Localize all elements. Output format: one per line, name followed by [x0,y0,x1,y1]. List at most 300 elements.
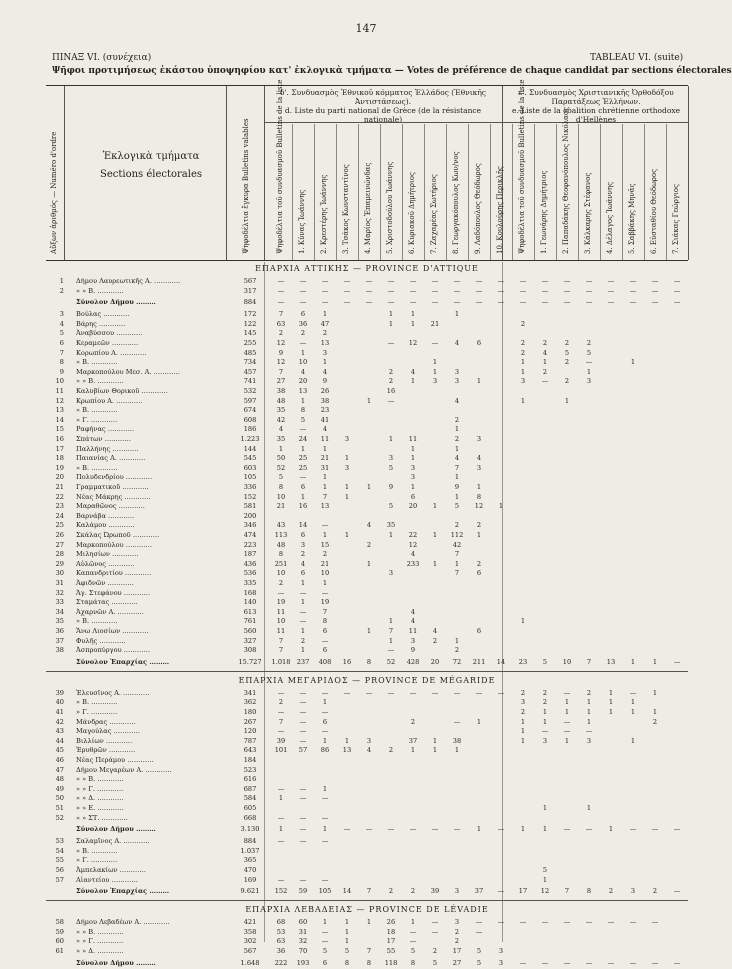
cell-value: 17 [452,947,462,955]
cell-value: 1 [652,688,658,697]
cell-value: — [299,425,307,434]
cell-value: 1 [542,358,548,367]
cell-value: — [673,298,681,307]
cell-value: 581 [243,502,257,511]
cell-value: 1 [454,746,460,755]
cell-value: 2 [410,887,416,896]
cell-value: 408 [318,657,332,666]
cell-value: 1 [586,367,592,376]
cell-value: 8 [366,657,372,666]
cell-value: 674 [243,406,257,415]
row-number: 16 [55,435,64,443]
cell-value: 1 [454,559,460,568]
cell-value: — [563,918,571,927]
cell-value: 11 [276,627,286,635]
cell-value: — [299,875,307,884]
section-name: Φυλῆς ………… [76,636,126,645]
row-number: 35 [55,617,64,626]
cell-value: 1 [542,717,548,726]
cell-value: 1 [344,531,350,539]
section-name: Ἀφιδνῶν ………… [76,579,134,587]
column-divider [490,124,491,260]
cell-value: 1 [630,736,636,745]
cell-value: 11 [276,607,286,616]
cell-value: 31 [298,927,308,936]
cell-value: 8 [344,958,350,967]
cell-value: 436 [243,559,257,568]
cell-value: 1 [300,627,306,635]
section-name: Γραμματικοῦ ………… [76,483,149,491]
cell-value: — [563,298,571,307]
cell-value: 741 [243,377,257,386]
cell-value: 1 [432,746,438,755]
cell-value: — [431,688,439,697]
section-name: » » Δ. ………… [76,794,124,803]
row-number: 44 [55,736,64,745]
section-name: Βάρης ………… [76,319,126,328]
cell-value: 597 [243,396,257,405]
cell-value: 3 [586,377,592,386]
cell-value: — [629,918,637,927]
cell-value: 35 [386,521,396,530]
cell-value: — [431,277,439,285]
row-number: 2 [59,286,64,295]
header-sections-gr: Ἐκλογικὰ τμήματα [102,151,200,162]
table-row [46,627,688,636]
table-row [46,775,688,784]
cell-value: 2 [366,540,372,549]
cell-value: 1 [520,617,526,626]
table-header [46,79,688,261]
section-name: Ἀναβύσσου ………… [76,329,143,338]
cell-value: — [541,286,549,295]
row-number: 54 [55,846,64,855]
section-title: ΕΠΑΡΧΙΑ ΜΕΓΑΡΙΔΟΣ — PROVINCE DE MÉGARIDE [238,675,496,685]
cell-value: — [673,286,681,295]
cell-value: 470 [243,866,257,874]
cell-value: 2 [388,377,394,386]
cell-value: — [277,298,285,307]
cell-value: 1 [608,708,614,716]
candidate-header: 3. Τσάκος Κωνσταντῖνος [342,164,350,254]
cell-value: 8 [300,406,306,415]
cell-value: 7 [322,607,328,616]
row-number: 45 [55,746,64,755]
cell-value: 3 [476,463,482,472]
cell-value: 6 [322,958,328,967]
row-number: 1 [59,277,64,285]
cell-value: 19 [276,598,286,607]
cell-value: 1 [454,492,460,501]
cell-value: — [299,607,307,616]
section-rule [46,671,688,672]
cell-value: 6 [300,531,306,539]
row-number: 13 [55,406,64,415]
cell-value: — [673,657,681,666]
cell-value: — [321,727,329,736]
section-name: Αἰαντείου ………… [76,875,138,884]
section-name: Δήμου Μεγαρέων Α. ………… [76,765,172,774]
cell-value: 1 [300,579,306,587]
cell-value: 38 [320,396,330,405]
section-name: Ἁγ. Στεφάνου ………… [76,588,151,597]
cell-value: 608 [243,415,257,424]
row-number: 18 [55,454,64,463]
section-name: Σύνολον Δήμου ……… [76,825,156,834]
cell-value: — [299,837,307,846]
table-row [46,368,688,377]
cell-value: 1 [300,492,306,501]
cell-value: 172 [243,310,257,319]
cell-value: 1 [388,319,394,328]
cell-value: 421 [243,918,257,927]
cell-value: — [321,875,329,884]
section-name: Σύνολον Δήμου ……… [76,298,156,307]
section-name: » » Β. ………… [76,377,124,386]
cell-value: — [277,784,285,793]
section-name: Παιανίας Α. ………… [76,454,146,463]
cell-value: 3.130 [240,825,260,834]
cell-value: 1 [278,444,284,453]
cell-value: — [277,708,285,716]
cell-value: 2 [454,937,460,946]
section-name: » Β. ………… [76,406,118,415]
cell-value: 118 [384,958,398,967]
cell-value: 1 [388,531,394,539]
cell-value: 3 [454,918,460,927]
row-number: 55 [55,856,64,865]
candidate-header: 3. Κάλκαρης Στέφανος [584,172,592,254]
cell-value: 1 [410,310,416,319]
cell-value: 2 [432,947,438,955]
row-number: 19 [55,463,64,472]
table-row [46,277,688,286]
cell-value: 1 [322,310,328,319]
section-name: » Β. ………… [76,698,118,707]
column-divider [424,124,425,260]
cell-value: 2 [542,367,548,376]
section-name: Σαλαμῖνος Α. ………… [76,837,150,846]
candidate-header: 5. Χριστοδούλου Ἰωάννης [386,161,394,254]
cell-value: 1 [388,636,394,645]
cell-value: 1.018 [271,657,291,666]
table-row [46,617,688,626]
row-number: 40 [55,698,64,707]
cell-value: 1 [344,736,350,745]
cell-value: — [585,918,593,927]
cell-value: — [475,277,483,285]
cell-value: 532 [243,387,257,395]
column-divider [402,124,403,260]
cell-value: 7 [278,717,284,726]
candidate-header: Ψηφοδέλτια τοῦ συνδυασμοῦ Bulletins de la liste [518,79,526,254]
cell-value: 223 [243,540,257,549]
cell-value: 2 [564,358,570,367]
cell-value: 10 [320,569,330,578]
cell-value: — [673,277,681,285]
cell-value: 2 [410,717,416,726]
cell-value: — [585,298,593,307]
column-divider [358,124,359,260]
cell-value: — [585,727,593,736]
cell-value: 211 [472,657,486,666]
cell-value: 17 [386,937,396,946]
total-row [46,825,688,834]
cell-value: 222 [274,958,288,967]
cell-value: — [299,339,307,347]
cell-value: 4 [476,454,482,463]
cell-value: 1 [542,708,548,716]
row-number: 24 [55,511,64,520]
cell-value: 3 [388,569,394,578]
candidate-header: 1. Γεωνάρης Δημήτριος [540,170,548,254]
cell-value: — [651,298,659,307]
cell-value: 16 [298,502,308,511]
table-row [46,512,688,521]
cell-value: 5 [432,958,438,967]
row-number: 32 [55,588,64,597]
cell-value: 3 [454,377,460,386]
candidate-header: 6. Κυριακοῦ Δημήτριος [408,172,416,254]
cell-value: — [497,825,505,834]
cell-value: 1 [608,688,614,697]
row-number: 61 [55,947,64,955]
table-row [46,589,688,598]
cell-value: 1 [344,454,350,463]
cell-value: 1 [322,358,328,367]
cell-value: 3 [344,463,350,472]
section-rule [46,900,688,901]
cell-value: 7 [586,657,592,666]
cell-value: — [321,708,329,716]
row-number: 34 [55,607,64,616]
cell-value: 560 [243,627,257,635]
row-number: 29 [55,559,64,568]
cell-value: — [519,286,527,295]
cell-value: 1 [520,367,526,376]
cell-value: 36 [276,947,286,955]
cell-value: 1 [564,698,570,707]
cell-value: — [365,286,373,295]
section-name: » » Β. ………… [76,775,124,784]
cell-value: 6 [476,339,482,347]
party-d-greek: δ'. Συνδυασμὸς Ἐθνικοῦ κόμματος Ἑλλάδος (Ἐθνικῆς Ἀντιστάσεως). [279,88,487,106]
cell-value: 5 [322,947,328,955]
table-row [46,876,688,885]
table-row [46,416,688,425]
cell-value: — [541,958,549,967]
cell-value: 2 [520,708,526,716]
cell-value: 3 [410,473,416,482]
cell-value: — [299,813,307,822]
cell-value: 10 [298,358,308,367]
section-name: » Γ. ………… [76,708,118,716]
cell-value: 1 [322,531,328,539]
cell-value: 7 [278,310,284,319]
cell-value: — [387,286,395,295]
column-divider [666,124,667,260]
row-number: 17 [55,444,64,453]
cell-value: 1 [542,875,548,884]
cell-value: 1 [300,646,306,655]
section-name: » Β. ………… [76,846,118,855]
cell-value: 1 [410,444,416,453]
cell-value: 21 [430,319,440,328]
cell-value: — [299,688,307,697]
section-name: Παλλήνης ………… [76,444,139,453]
cell-value: 3 [410,463,416,472]
cell-value: — [497,277,505,285]
cell-value: 6 [300,569,306,578]
row-number: 59 [55,927,64,936]
cell-value: — [409,937,417,946]
cell-value: 1 [432,367,438,376]
cell-value: — [299,298,307,307]
cell-value: — [651,286,659,295]
cell-value: — [563,825,571,834]
table-row [46,766,688,775]
row-number: 11 [55,387,64,395]
row-number: 28 [55,550,64,559]
cell-value: 68 [276,918,286,927]
cell-value: 1.648 [240,958,260,967]
cell-value: 4 [454,454,460,463]
cell-value: 169 [243,875,257,884]
cell-value: — [541,298,549,307]
cell-value: 317 [243,286,257,295]
cell-value: — [321,521,329,530]
cell-value: 17 [518,887,528,896]
table-row [46,928,688,937]
row-number: 23 [55,502,64,511]
table-row [46,287,688,296]
table-row [46,435,688,444]
cell-value: 428 [406,657,420,666]
section-title: ΕΠΑΡΧΙΑ ΛΕΒΑΔΕΙΑΣ — PROVINCE DE LÉVADIE [245,905,489,915]
cell-value: 1 [630,358,636,367]
table-row [46,473,688,482]
cell-value: — [431,825,439,834]
cell-value: 47 [320,319,330,328]
candidate-header: 9. Λαδόπουλος Θεόδωρος [474,163,482,254]
cell-value: 19 [320,598,330,607]
cell-value: 6 [300,483,306,491]
cell-value: — [497,688,505,697]
row-number: 57 [55,875,64,884]
cell-value: 884 [243,298,257,307]
cell-value: — [563,727,571,736]
cell-value: 5 [388,502,394,511]
section-name: Ραφήνας ………… [76,425,135,434]
section-name: Βούλας ………… [76,310,130,319]
cell-value: — [321,588,329,597]
cell-value: 2 [564,377,570,386]
cell-value: 105 [318,887,332,896]
cell-value: 9 [454,483,460,491]
table-row [46,454,688,463]
cell-value: 7 [454,550,460,559]
section-name: » » Β. ………… [76,927,124,936]
cell-value: — [299,825,307,834]
candidate-header: 8. Γεωργακόπουλος Κων/νος [452,151,460,254]
cell-value: 1 [454,310,460,319]
cell-value: 152 [243,492,257,501]
candidate-header: 4. Μαρίος Ἐπαμεινώνδας [364,162,372,254]
cell-value: 336 [243,483,257,491]
candidate-header: 6. Εὐσταθίου Θεόδωρος [650,168,658,254]
cell-value: — [475,298,483,307]
cell-value: — [409,286,417,295]
cell-value: — [387,825,395,834]
cell-value: 22 [408,531,418,539]
section-name: Ἀμπελακίων ………… [76,866,146,874]
cell-value: 32 [298,937,308,946]
table-row [46,387,688,396]
cell-value: 1 [520,396,526,405]
cell-value: 1 [366,396,372,405]
cell-value: 35 [276,435,286,443]
cell-value: 27 [452,958,462,967]
cell-value: 884 [243,837,257,846]
cell-value: 105 [243,473,257,482]
header-party-e [506,88,686,124]
cell-value: — [563,688,571,697]
cell-value: 4 [300,559,306,568]
cell-value: 1 [344,483,350,491]
table-row [46,689,688,698]
table-row [46,794,688,803]
table-row [46,493,688,502]
cell-value: — [585,358,593,367]
cell-value: — [365,825,373,834]
cell-value: 233 [406,559,420,568]
cell-value: 1 [300,396,306,405]
cell-value: — [299,727,307,736]
cell-value: 7 [278,367,284,376]
section-name: Κεραμεῶν ………… [76,339,139,347]
table-row [46,377,688,386]
cell-value: 21 [320,454,330,463]
cell-value: 13 [320,502,330,511]
cell-value: 2 [300,636,306,645]
cell-value: 4 [410,617,416,626]
column-divider [622,124,623,260]
cell-value: — [431,927,439,936]
cell-value: 6 [322,646,328,655]
cell-value: — [607,277,615,285]
header-divider [688,86,689,260]
table-row [46,550,688,559]
cell-value: 1 [322,444,328,453]
cell-value: 12 [276,358,286,367]
cell-value: 1 [520,727,526,736]
section-name: Μαρκοπούλου Μεσ. Α. ………… [76,367,180,376]
cell-value: — [277,286,285,295]
cell-value: 761 [243,617,257,626]
cell-value: 1 [322,483,328,491]
cell-value: 21 [320,559,330,568]
cell-value: — [453,825,461,834]
cell-value: 10 [276,492,286,501]
section-name: » Γ. ………… [76,856,118,865]
row-number: 8 [59,358,64,367]
section-name: » Γ. ………… [76,415,118,424]
cell-value: 2 [652,717,658,726]
row-number: 4 [59,319,64,328]
cell-value: 365 [243,856,257,865]
cell-value: 485 [243,348,257,357]
cell-value: 27 [276,377,286,386]
